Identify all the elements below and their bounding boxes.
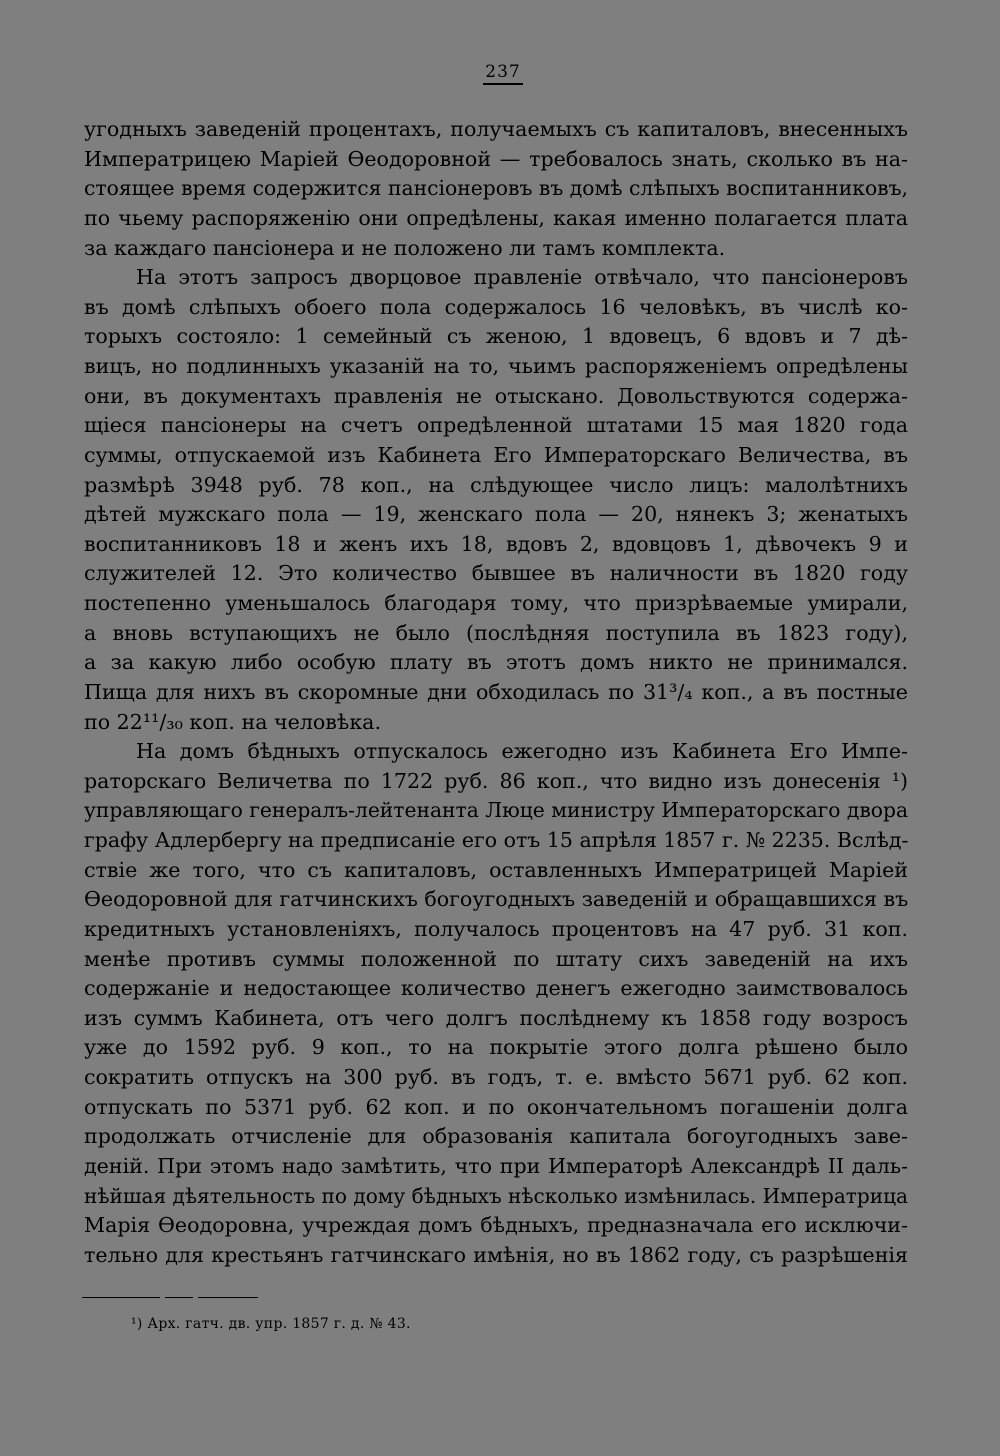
text-line: Пища для нихъ въ скоромные дни обходилась по 31³/₄ коп., а въ постные bbox=[84, 679, 908, 704]
text-line: воспитанниковъ 18 и женъ ихъ 18, вдовъ 2, вдовцовъ 1, дѣвочекъ 9 и bbox=[84, 531, 908, 556]
text-line: сократить отпускъ на 300 руб. въ годъ, т. е. вмѣсто 5671 руб. 62 коп. bbox=[84, 1065, 908, 1089]
text-line: тельно для крестьянъ гатчинскаго имѣнія, но въ 1862 году, съ разрѣшенія bbox=[84, 1242, 908, 1267]
text-line: деній. При этомъ надо замѣтить, что при Императорѣ Александрѣ II даль- bbox=[84, 1153, 908, 1178]
text-line: кредитныхъ установленіяхъ, получалось процентовъ на 47 руб. 31 коп. bbox=[84, 916, 908, 941]
page-number-text: 237 bbox=[483, 62, 522, 85]
text-line: отпускать по 5371 руб. 62 коп. и по окончательномъ погашеніи долга bbox=[84, 1094, 908, 1119]
text-line: нѣйшая дѣятельность по дому бѣдныхъ нѣсколько измѣнилась. Императрица bbox=[84, 1183, 909, 1208]
text-line: угодныхъ заведеній процентахъ, получаемыхъ съ капиталовъ, внесенныхъ bbox=[84, 117, 908, 141]
text-line: вицъ, но подлинныхъ указаній на то, чьимъ распоряженіемъ опредѣлены bbox=[84, 354, 908, 378]
text-line: а за какую либо особую плату въ этотъ домъ никто не принимался. bbox=[84, 650, 908, 675]
text-line: постепенно уменьшалось благодаря тому, что призрѣваемые умирали, bbox=[84, 591, 908, 615]
text-line: графу Адлербергу на предписаніе его отъ 15 апрѣля 1857 г. № 2235. Вслѣд- bbox=[84, 828, 909, 852]
text-line: въ домѣ слѣпыхъ обоего пола содержалось 16 человѣкъ, въ числѣ ко- bbox=[84, 294, 908, 319]
text-line: ствіе же того, что съ капиталовъ, оставленныхъ Императрицей Маріей bbox=[84, 857, 908, 882]
footnote-rule bbox=[198, 1297, 258, 1298]
text-line: суммы, отпускаемой изъ Кабинета Его Императорскаго Величества, въ bbox=[84, 442, 908, 467]
text-line: размѣрѣ 3948 руб. 78 коп., на слѣдующее число лицъ: малолѣтнихъ bbox=[84, 472, 908, 497]
text-line: менѣе противъ суммы положенной по штату сихъ заведеній на ихъ bbox=[84, 946, 908, 971]
text-line: управляющаго генералъ-лейтенанта Люце министру Императорскаго двора bbox=[84, 798, 909, 823]
text-line: за каждаго пансіонера и не положено ли тамъ комплекта. bbox=[84, 235, 726, 260]
text-line: Өеодоровной для гатчинскихъ богоугодныхъ заведеній и обращавшихся въ bbox=[84, 887, 909, 912]
page-number bbox=[0, 62, 1000, 85]
text-line: продолжать отчисленіе для образованія капитала богоугодныхъ заве- bbox=[84, 1124, 908, 1149]
text-line: На этотъ запросъ дворцовое правленіе отвѣчало, что пансіонеровъ bbox=[136, 265, 908, 290]
text-line: по чьему распоряженію они опредѣлены, какая именно полагается плата bbox=[84, 205, 908, 230]
text-line: дѣтей мужскаго пола — 19, женскаго пола — 20, нянекъ 3; женатыхъ bbox=[84, 502, 908, 527]
text-line: по 22¹¹/₃₀ коп. на человѣка. bbox=[84, 709, 382, 734]
text-line: изъ суммъ Кабинета, отъ чего долгъ послѣднему къ 1858 году возросъ bbox=[84, 1005, 908, 1030]
text-line: содержаніе и недостающее количество денегъ ежегодно заимствовалось bbox=[84, 976, 908, 1001]
text-line: раторскаго Величетва по 1722 руб. 86 коп., что видно изъ донесенія ¹) bbox=[84, 768, 908, 793]
text-line: Марія Өеодоровна, учреждая домъ бѣдныхъ, предназначала его исключи- bbox=[84, 1213, 908, 1238]
footnote: ¹) Арх. гатч. дв. упр. 1857 г. д. № 43. bbox=[131, 1316, 411, 1332]
text-line: служителей 12. Это количество бывшее въ наличности въ 1820 году bbox=[84, 561, 908, 586]
body-text bbox=[84, 115, 908, 1270]
footnote-rule bbox=[82, 1297, 160, 1298]
text-line: Императрицею Маріей Өеодоровной — требовалось знать, сколько въ на- bbox=[84, 146, 908, 171]
text-line: уже до 1592 руб. 9 коп., то на покрытіе этого долга рѣшено было bbox=[84, 1035, 908, 1060]
text-line: щіеся пансіонеры на счетъ опредѣленной штатами 15 мая 1820 года bbox=[84, 413, 908, 438]
text-line: они, въ документахъ правленія не отыскано. Довольствуются содержа- bbox=[84, 383, 908, 408]
text-line: а вновь вступающихъ не было (послѣдняя поступила въ 1823 году), bbox=[84, 620, 908, 645]
text-line: стоящее время содержится пансіонеровъ въ домѣ слѣпыхъ воспитанниковъ, bbox=[84, 176, 908, 201]
footnote-rule bbox=[165, 1297, 193, 1298]
text-line: торыхъ состояло: 1 семейный съ женою, 1 вдовецъ, 6 вдовъ и 7 дѣ- bbox=[84, 324, 908, 349]
text-line: На домъ бѣдныхъ отпускалось ежегодно изъ Кабинета Его Импе- bbox=[136, 739, 908, 764]
